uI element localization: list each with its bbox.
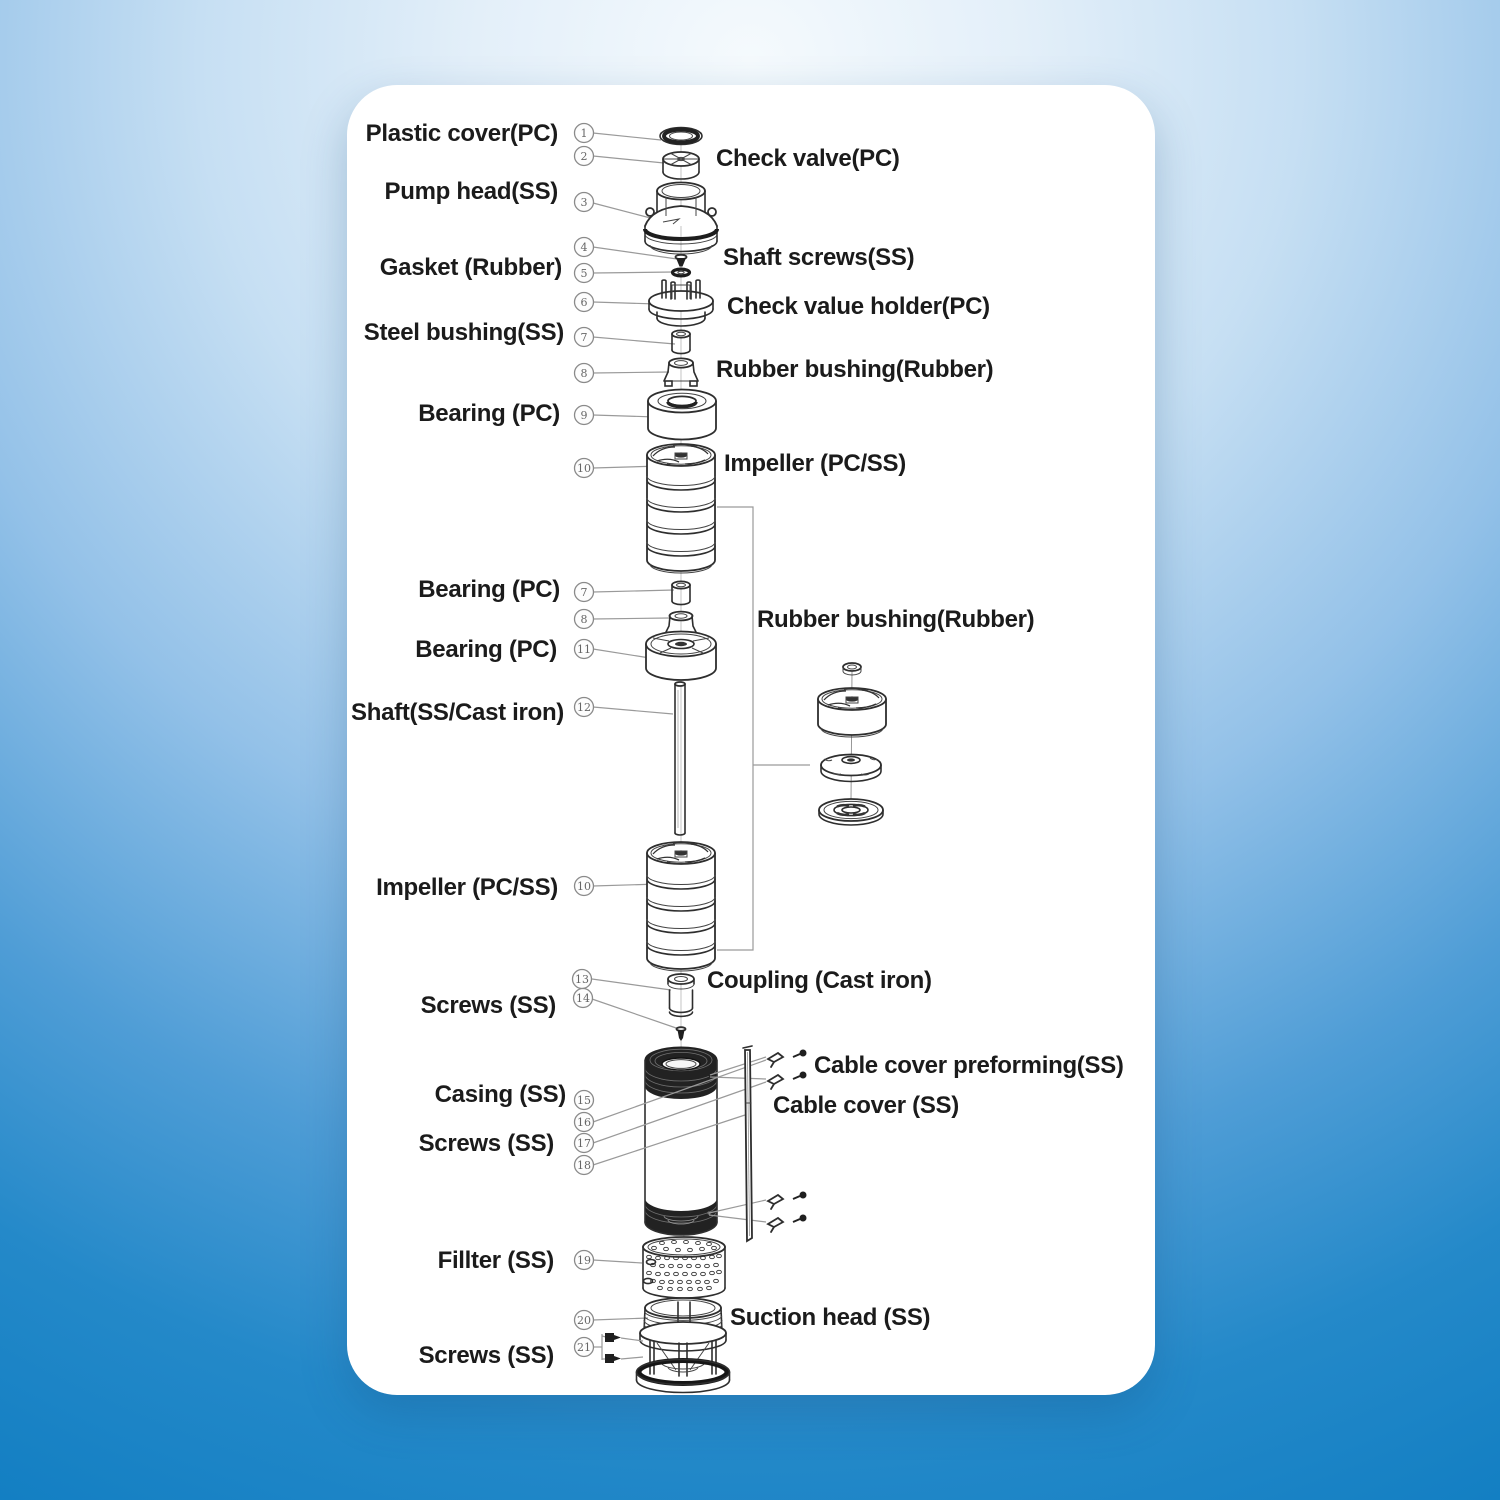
impeller-stack-upper-drawing bbox=[647, 444, 715, 573]
label-screws-21: Screws (SS) bbox=[418, 1342, 554, 1369]
detail-impeller-top bbox=[818, 688, 886, 737]
impeller-detail-drawing bbox=[818, 663, 886, 825]
label-gasket: Gasket (Rubber) bbox=[379, 254, 562, 281]
callout-8-lower bbox=[575, 610, 594, 629]
callout-5 bbox=[575, 264, 594, 283]
svg-text:2: 2 bbox=[580, 150, 588, 163]
label-rubber-bushing-upper: Rubber bushing(Rubber) bbox=[716, 356, 994, 383]
label-bearing-9: Bearing (PC) bbox=[418, 400, 560, 427]
svg-text:11: 11 bbox=[577, 643, 591, 656]
callout-13 bbox=[573, 970, 592, 989]
callout-12 bbox=[575, 698, 594, 717]
filter-drawing bbox=[643, 1237, 725, 1298]
callout-4 bbox=[575, 238, 594, 257]
svg-text:7: 7 bbox=[580, 331, 588, 344]
screws-21-drawing bbox=[605, 1333, 643, 1363]
callout-10-upper bbox=[575, 459, 594, 478]
callout-19 bbox=[575, 1251, 594, 1270]
callout-14 bbox=[574, 989, 593, 1008]
svg-text:8: 8 bbox=[580, 367, 588, 380]
label-bearing-11: Bearing (PC) bbox=[415, 636, 557, 663]
callout-2 bbox=[575, 147, 594, 166]
svg-text:12: 12 bbox=[577, 701, 591, 714]
callout-7-lower bbox=[575, 583, 594, 602]
plastic-cover-drawing bbox=[660, 128, 702, 145]
label-screws-14: Screws (SS) bbox=[420, 992, 556, 1019]
svg-text:20: 20 bbox=[577, 1314, 591, 1327]
bearing-11-drawing bbox=[646, 632, 716, 681]
svg-text:7: 7 bbox=[580, 586, 588, 599]
callout-9 bbox=[575, 406, 594, 425]
svg-text:1: 1 bbox=[580, 127, 588, 140]
callout-20 bbox=[575, 1311, 594, 1330]
label-steel-bushing: Steel bushing(SS) bbox=[363, 319, 564, 346]
svg-text:19: 19 bbox=[577, 1254, 591, 1267]
svg-text:5: 5 bbox=[580, 267, 588, 280]
callout-11 bbox=[575, 640, 594, 659]
label-coupling: Coupling (Cast iron) bbox=[707, 967, 932, 994]
label-fillter: Fillter (SS) bbox=[437, 1247, 554, 1274]
part-labels bbox=[351, 120, 1124, 1369]
svg-text:9: 9 bbox=[580, 409, 588, 422]
casing-drawing bbox=[645, 1047, 717, 1235]
callout-7 bbox=[575, 328, 594, 347]
label-shaft-screws: Shaft screws(SS) bbox=[723, 244, 915, 271]
svg-text:21: 21 bbox=[577, 1341, 591, 1354]
label-casing: Casing (SS) bbox=[434, 1081, 566, 1108]
label-rubber-bushing-mid: Rubber bushing(Rubber) bbox=[757, 606, 1035, 633]
gasket-drawing bbox=[673, 269, 690, 276]
suction-head-drawing bbox=[637, 1298, 730, 1392]
cable-cover-screws bbox=[793, 1050, 807, 1223]
label-suction-head: Suction head (SS) bbox=[730, 1304, 931, 1331]
label-impeller-lower: Impeller (PC/SS) bbox=[376, 874, 558, 901]
label-bearing-7: Bearing (PC) bbox=[418, 576, 560, 603]
label-cable-cover: Cable cover (SS) bbox=[773, 1092, 959, 1119]
svg-text:6: 6 bbox=[580, 296, 588, 309]
shaft-screw-drawing bbox=[676, 255, 687, 267]
callout-17 bbox=[575, 1134, 594, 1153]
label-shaft: Shaft(SS/Cast iron) bbox=[351, 699, 564, 726]
callouts bbox=[573, 124, 594, 1357]
label-plastic-cover: Plastic cover(PC) bbox=[365, 120, 558, 147]
svg-text:4: 4 bbox=[580, 241, 588, 254]
callout-18 bbox=[575, 1156, 594, 1175]
svg-text:8: 8 bbox=[580, 613, 588, 626]
svg-text:10: 10 bbox=[577, 462, 591, 475]
svg-text:15: 15 bbox=[577, 1094, 591, 1107]
svg-text:13: 13 bbox=[575, 973, 589, 986]
callout-16 bbox=[575, 1113, 594, 1132]
callout-1 bbox=[575, 124, 594, 143]
impeller-stack-lower-drawing bbox=[647, 842, 715, 971]
label-cable-cover-preforming: Cable cover preforming(SS) bbox=[814, 1052, 1124, 1079]
svg-text:17: 17 bbox=[577, 1137, 591, 1150]
shaft-drawing bbox=[675, 682, 685, 835]
impeller-bracket-lines bbox=[717, 507, 810, 950]
svg-text:18: 18 bbox=[577, 1159, 591, 1172]
svg-text:3: 3 bbox=[580, 196, 588, 209]
svg-text:16: 16 bbox=[577, 1116, 591, 1129]
cable-cover-clips-drawing bbox=[768, 1050, 807, 1233]
label-check-value-holder: Check value holder(PC) bbox=[727, 293, 990, 320]
label-impeller-upper: Impeller (PC/SS) bbox=[724, 450, 906, 477]
screw-14-drawing bbox=[677, 1027, 686, 1041]
callout-10-lower bbox=[575, 877, 594, 896]
detail-seal-ring bbox=[819, 799, 883, 825]
callout-21 bbox=[575, 1338, 594, 1357]
callout-6 bbox=[575, 293, 594, 312]
svg-text:14: 14 bbox=[576, 992, 590, 1005]
callout-8 bbox=[575, 364, 594, 383]
label-pump-head: Pump head(SS) bbox=[384, 178, 558, 205]
callout-15 bbox=[575, 1091, 594, 1110]
callout-3 bbox=[575, 193, 594, 212]
label-check-valve: Check valve(PC) bbox=[716, 145, 900, 172]
cable-cover-drawing bbox=[743, 1046, 752, 1241]
label-screws-17: Screws (SS) bbox=[418, 1130, 554, 1157]
svg-text:10: 10 bbox=[577, 880, 591, 893]
bearing-9-drawing bbox=[648, 390, 716, 440]
